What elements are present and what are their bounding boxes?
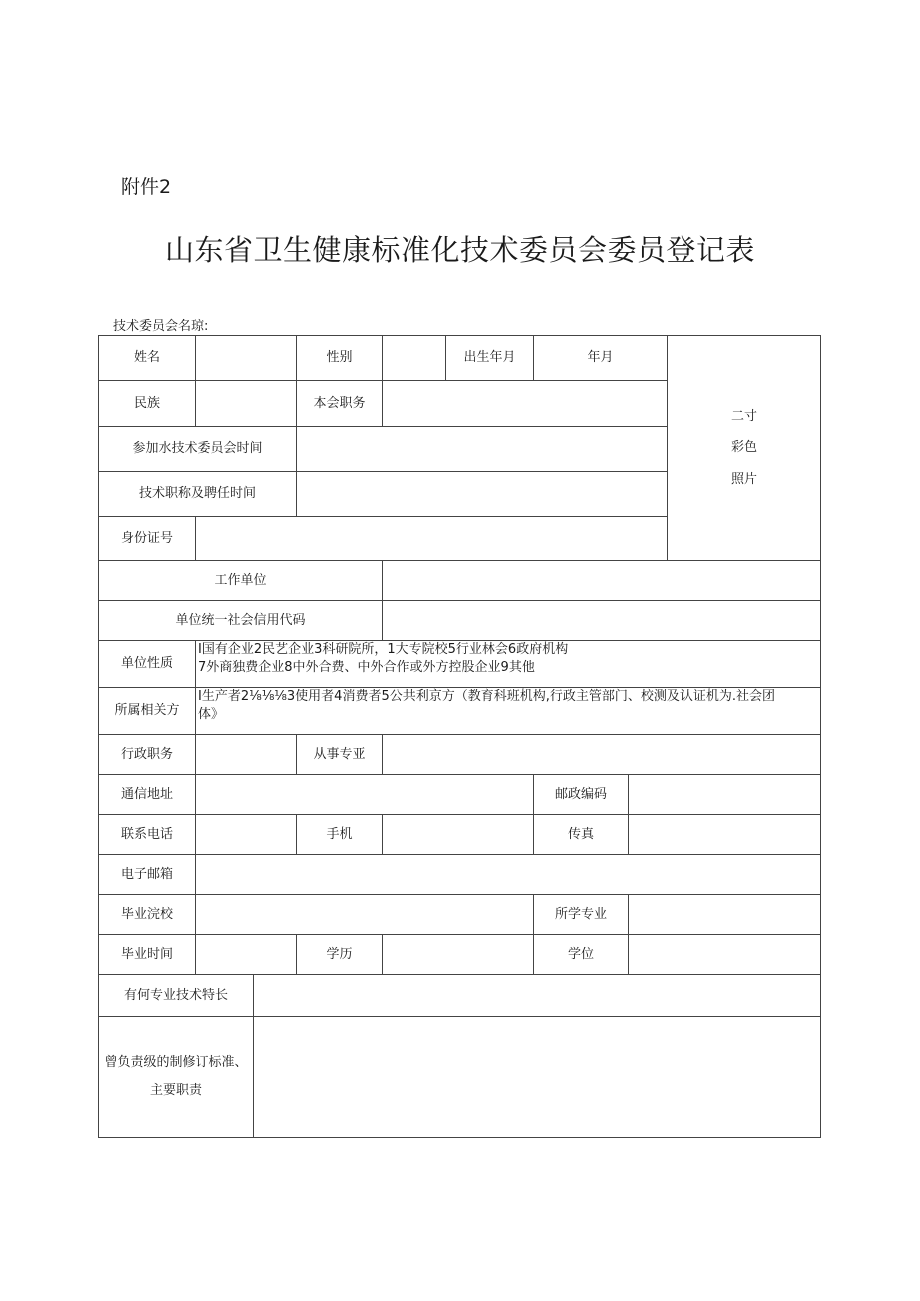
join-time-field[interactable] (297, 427, 668, 472)
grad-time-label: 毕业时间 (99, 935, 196, 975)
birth-label: 出生年月 (446, 336, 534, 381)
stakeholder-option-line-2: 体》 (198, 706, 225, 722)
title-time-field[interactable] (297, 472, 668, 517)
education-field[interactable] (383, 935, 534, 975)
address-field[interactable] (196, 775, 534, 815)
unit-type-option-line-1: I国有企业2民艺企业3科研院所，1大专院校5行业林会6政府机构 (198, 642, 569, 657)
expertise-field[interactable] (254, 975, 820, 1017)
gender-field[interactable] (383, 336, 446, 381)
phone-field[interactable] (196, 815, 297, 855)
school-label: 毕业浣校 (99, 895, 196, 935)
degree-field[interactable] (629, 935, 820, 975)
unit-type-options[interactable] (196, 641, 820, 688)
unit-type-label: 单位性质 (99, 641, 196, 688)
photo-line-2: 彩色 (730, 440, 757, 456)
stakeholder-label: 所属相关方 (99, 688, 196, 735)
employer-field[interactable] (383, 561, 820, 601)
major-field[interactable] (383, 735, 820, 775)
title-time-label: 技术职称及聘任时间 (99, 472, 297, 517)
email-field[interactable] (196, 855, 820, 895)
page-title: 山东省卫生健康标准化技术委员会委员登记表 (164, 233, 755, 267)
ethnicity-label: 民族 (99, 381, 196, 427)
degree-label: 学位 (534, 935, 629, 975)
mobile-label: 手机 (297, 815, 383, 855)
standards-label-line-2: 主要职责 (149, 1083, 202, 1098)
grad-time-field[interactable] (196, 935, 297, 975)
education-label: 学历 (297, 935, 383, 975)
phone-label: 联系电话 (99, 815, 196, 855)
credit-code-field[interactable] (383, 601, 820, 641)
photo-box[interactable] (668, 336, 820, 561)
name-label: 姓名 (99, 336, 196, 381)
credit-code-label: 单位统一社会信用代码 (99, 601, 383, 641)
expertise-label: 有何专业技术特长 (99, 975, 254, 1017)
standards-label (99, 1017, 254, 1137)
address-label: 通信地址 (99, 775, 196, 815)
study-major-label: 所学专业 (534, 895, 629, 935)
postcode-field[interactable] (629, 775, 820, 815)
school-field[interactable] (196, 895, 534, 935)
committee-position-label: 本会职务 (297, 381, 383, 427)
stakeholder-option-line-1: I生产者2⅛⅛⅛3使用者4消费者5公共利京方（教育科班机构,行政主管部门、校测及认证机为.社会团 (198, 689, 775, 704)
gender-label: 性别 (297, 336, 383, 381)
name-field[interactable] (196, 336, 297, 381)
employer-label: 工作单位 (99, 561, 383, 601)
photo-line-3: 照片 (730, 471, 757, 487)
id-label: 身份证号 (99, 517, 196, 561)
admin-position-label: 行政职务 (99, 735, 196, 775)
committee-position-field[interactable] (383, 381, 668, 427)
ethnicity-field[interactable] (196, 381, 297, 427)
stakeholder-options[interactable] (196, 688, 820, 735)
study-major-field[interactable] (629, 895, 820, 935)
admin-position-field[interactable] (196, 735, 297, 775)
standards-label-line-1: 曾负责级的制修订标准、 (104, 1055, 248, 1071)
email-label: 电子邮箱 (99, 855, 196, 895)
major-label: 从事专亚 (297, 735, 383, 775)
photo-line-1: 二寸 (730, 408, 757, 424)
unit-type-option-line-2: 7外商独费企业8中外合费、中外合作或外方控股企业9其他 (198, 659, 535, 675)
birth-field[interactable]: 年月 (534, 336, 668, 381)
registration-form-table (98, 335, 821, 1138)
committee-name-label: 技术委员会名琼: (113, 319, 209, 334)
fax-field[interactable] (629, 815, 820, 855)
attachment-label: 附件2 (121, 176, 172, 198)
join-time-label: 参加水技术委员会时间 (99, 427, 297, 472)
postcode-label: 邮政编码 (534, 775, 629, 815)
id-field[interactable] (196, 517, 668, 561)
mobile-field[interactable] (383, 815, 534, 855)
standards-field[interactable] (254, 1017, 820, 1137)
fax-label: 传真 (534, 815, 629, 855)
